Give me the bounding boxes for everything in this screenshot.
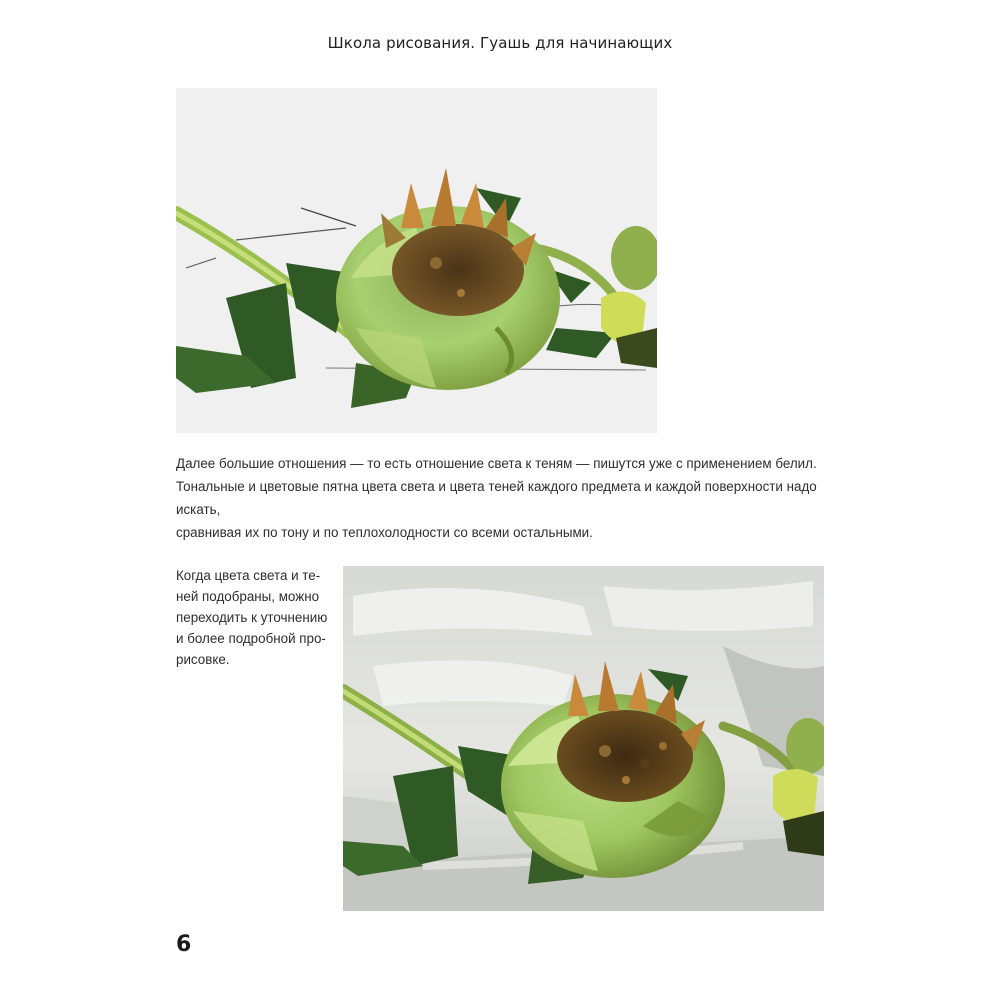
body-paragraph bbox=[176, 452, 836, 544]
page-number: 6 bbox=[176, 932, 192, 957]
sunflower-refined-painting bbox=[343, 566, 824, 911]
caption-line: и более подробной про- bbox=[176, 631, 326, 646]
paragraph-line: сравнивая их по тону и по теплохолодности со всеми остальными. bbox=[176, 525, 593, 540]
paragraph-line: Тональные и цветовые пятна цвета света и цвета теней каждого предмета и каждой поверхности надо искать, bbox=[176, 479, 817, 517]
caption-line: переходить к уточнению bbox=[176, 610, 328, 625]
side-caption bbox=[176, 565, 332, 670]
paragraph-line: Далее большие отношения — то есть отношение света к теням — пишутся уже с применением белил. bbox=[176, 456, 817, 471]
caption-line: Когда цвета света и те- bbox=[176, 568, 321, 583]
caption-line: ней подобраны, можно bbox=[176, 589, 320, 604]
running-header: Школа рисования. Гуашь для начинающих bbox=[327, 34, 673, 52]
caption-line: рисовке. bbox=[176, 652, 230, 667]
sunflower-sketch-painting bbox=[176, 88, 657, 433]
